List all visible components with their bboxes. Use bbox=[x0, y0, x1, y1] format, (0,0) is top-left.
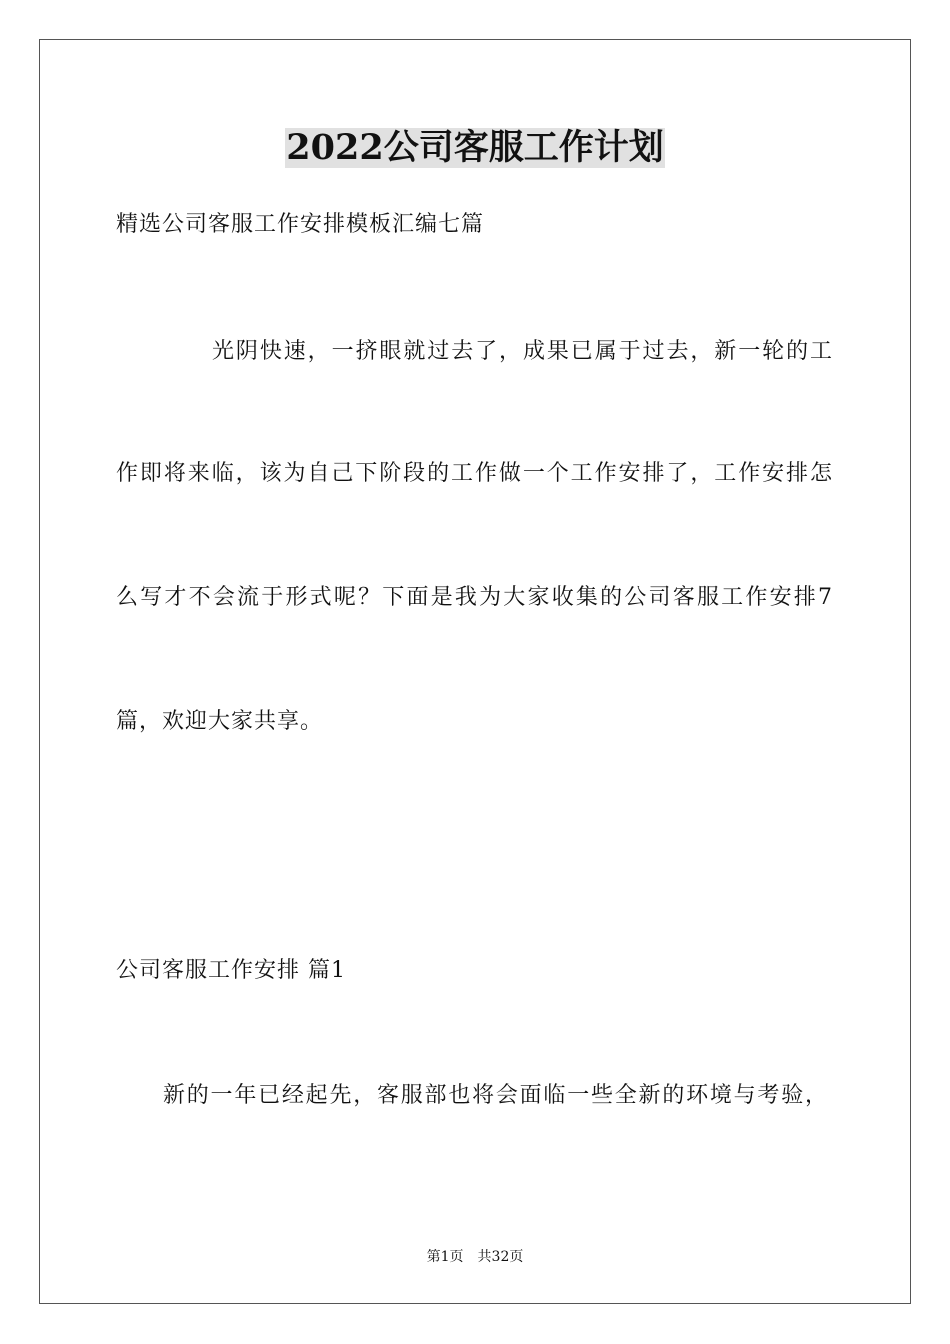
title-container bbox=[0, 128, 950, 168]
intro-line-3: 么写才不会流于形式呢？下面是我为大家收集的公司客服工作安排7 bbox=[116, 585, 832, 610]
section-heading: 公司客服工作安排 篇1 bbox=[116, 958, 346, 983]
intro-line-2: 作即将来临，该为自己下阶段的工作做一个工作安排了，工作安排怎 bbox=[116, 461, 832, 486]
document-subtitle: 精选公司客服工作安排模板汇编七篇 bbox=[116, 212, 485, 237]
intro-line-1: 光阴快速，一挤眼就过去了，成果已属于过去，新一轮的工 bbox=[212, 339, 832, 364]
section-paragraph-line: 新的一年已经起先，客服部也将会面临一些全新的环境与考验， bbox=[163, 1083, 827, 1108]
document-title: 2022公司客服工作计划 bbox=[286, 127, 664, 168]
intro-line-4: 篇，欢迎大家共享。 bbox=[116, 709, 324, 734]
page-footer: 第1页 共32页 bbox=[426, 1249, 524, 1265]
